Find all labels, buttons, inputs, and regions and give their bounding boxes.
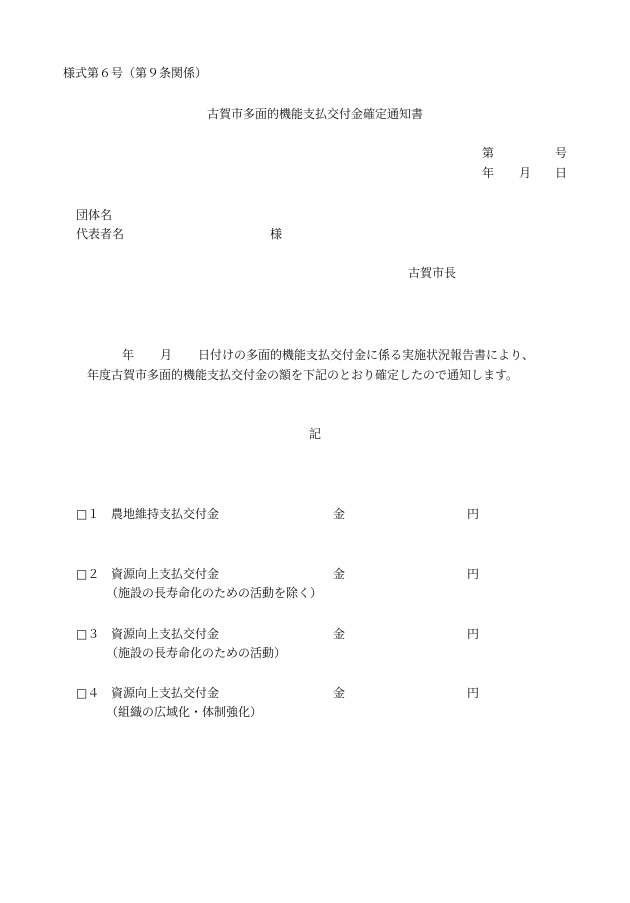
reference-number-label: 第	[482, 146, 495, 160]
organization-label: 団体名	[76, 208, 113, 222]
issuer: 古賀市長	[408, 266, 457, 280]
item-title: 農地維持支払交付金	[111, 507, 220, 521]
ki-heading: 記	[308, 427, 321, 441]
item-checkbox-number: □１	[76, 507, 100, 521]
item-note: （施設の長寿命化のための活動）	[106, 646, 287, 660]
form-label: 様式第６号（第９条関係）	[63, 66, 208, 80]
date-day-label: 日	[555, 166, 568, 180]
reference-number-unit: 号	[555, 146, 568, 160]
item-amount-unit: 円	[467, 686, 480, 700]
item-checkbox-number: □２	[76, 567, 100, 581]
item-amount-unit: 円	[467, 567, 480, 581]
item-note: （施設の長寿命化のための活動を除く）	[106, 586, 323, 600]
item-title: 資源向上支払交付金	[111, 686, 220, 700]
item-amount-prefix: 金	[333, 686, 346, 700]
body-line-1-text: 日付けの多面的機能支払交付金に係る実施状況報告書により、	[198, 348, 535, 362]
item-amount-prefix: 金	[333, 627, 346, 641]
body-line-1	[122, 348, 534, 362]
item-title: 資源向上支払交付金	[111, 627, 220, 641]
item-amount-unit: 円	[467, 627, 480, 641]
item-checkbox-number: □３	[76, 627, 100, 641]
item-note: （組織の広域化・体制強化）	[106, 705, 263, 719]
document-title: 古賀市多面的機能支払交付金確定通知書	[206, 107, 423, 121]
item-amount-unit: 円	[467, 507, 480, 521]
date-year-label: 年	[482, 166, 495, 180]
body-line-2: 年度古賀市多面的機能支払交付金の額を下記のとおり確定したので通知します。	[87, 368, 519, 382]
item-amount-prefix: 金	[333, 567, 346, 581]
item-title: 資源向上支払交付金	[111, 567, 220, 581]
representative-label: 代表者名	[76, 227, 125, 241]
date-month-label: 月	[519, 166, 532, 180]
item-checkbox-number: □４	[76, 686, 100, 700]
body-year-label: 年	[122, 348, 135, 362]
item-amount-prefix: 金	[333, 507, 346, 521]
honorific: 様	[270, 227, 283, 241]
body-month-label: 月	[160, 348, 173, 362]
